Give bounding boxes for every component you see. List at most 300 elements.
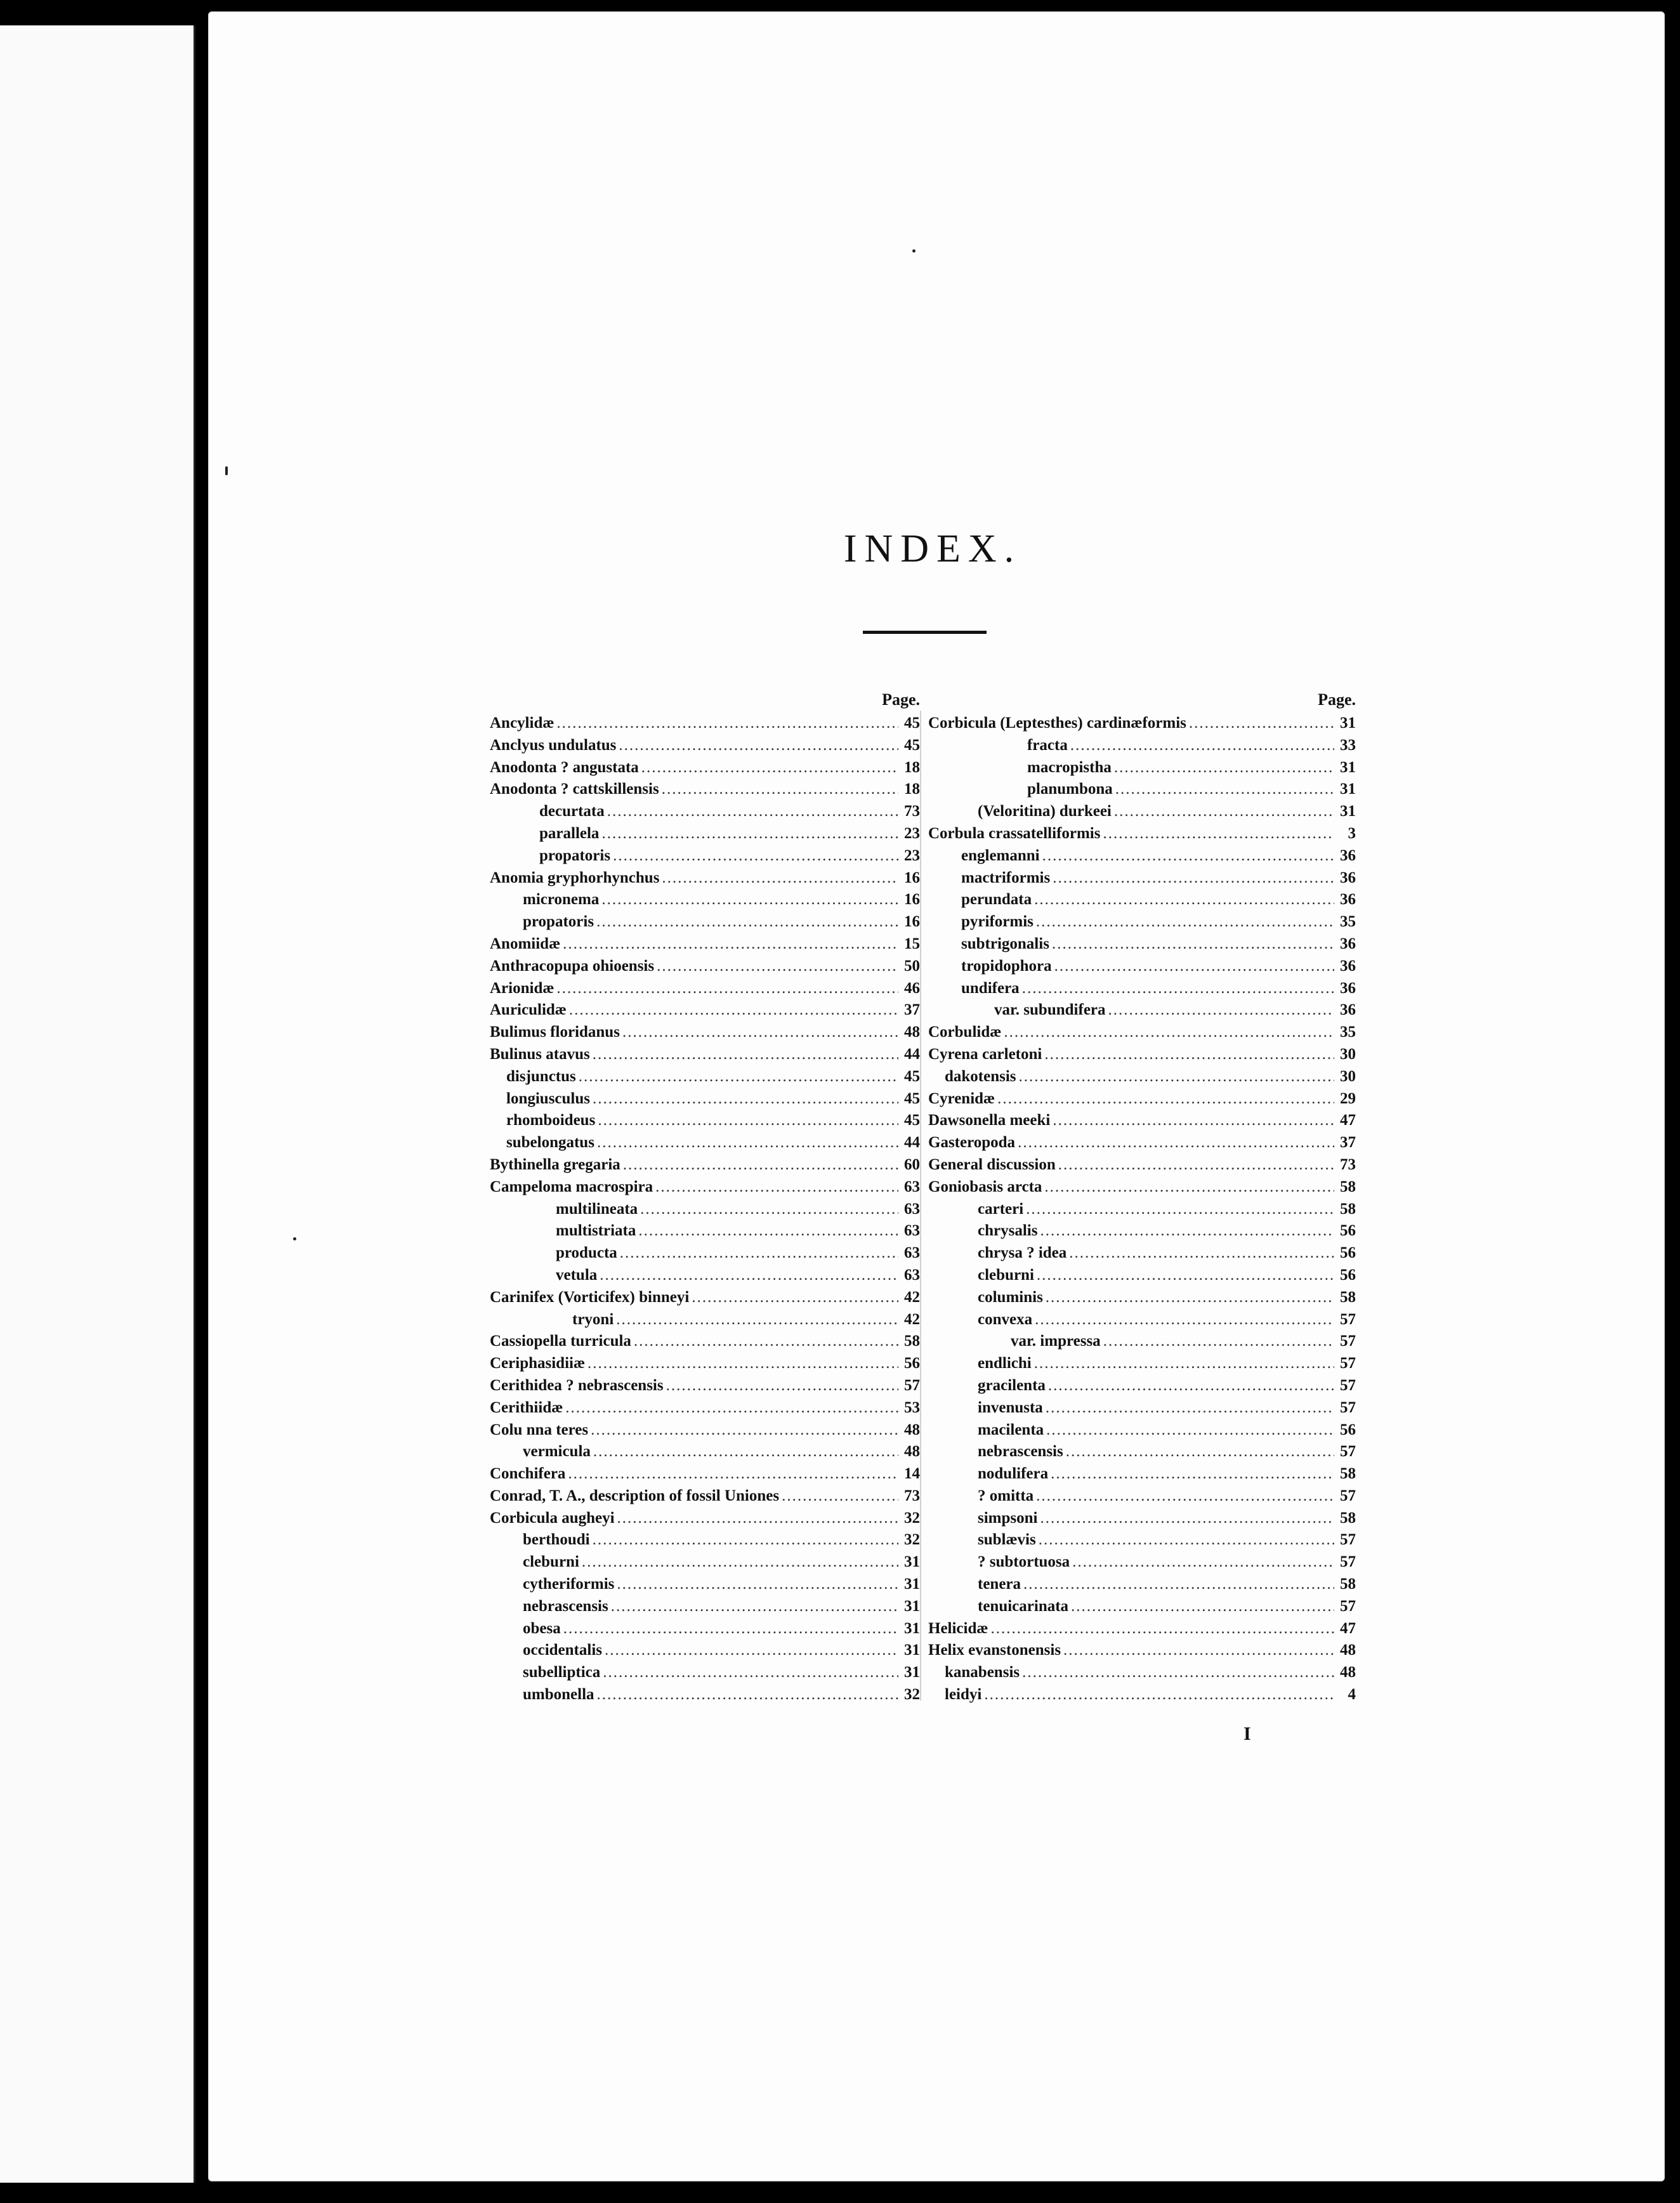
dot-leader	[1019, 1068, 1334, 1086]
index-entry	[490, 737, 920, 759]
index-entry	[490, 1090, 920, 1112]
entry-name: perundata	[961, 891, 1032, 909]
entry-page-number: 47	[1340, 1112, 1356, 1129]
entry-page-number: 57	[1340, 1376, 1356, 1394]
dot-leader	[601, 891, 898, 909]
entry-page-number: 31	[1340, 714, 1356, 732]
index-entry	[928, 1266, 1356, 1289]
scan-speck	[293, 1237, 296, 1240]
index-entry	[490, 1553, 920, 1575]
entry-name: longiusculus	[506, 1089, 591, 1107]
entry-name: ? omitta	[978, 1487, 1034, 1504]
index-entry	[928, 803, 1356, 825]
entry-name: leidyi	[945, 1686, 982, 1704]
entry-name: Bulinus atavus	[490, 1045, 590, 1063]
entry-page-number: 36	[1340, 869, 1356, 886]
index-entry	[490, 1222, 920, 1244]
index-entry	[928, 1664, 1356, 1686]
dot-leader	[556, 714, 898, 732]
dot-leader	[619, 737, 898, 754]
dot-leader	[1103, 825, 1334, 843]
entry-page-number: 31	[1340, 803, 1356, 820]
entry-page-number: 56	[1340, 1421, 1356, 1438]
dot-leader	[1114, 759, 1334, 777]
dot-leader	[593, 1443, 898, 1461]
entry-name: cleburni	[978, 1266, 1034, 1284]
dot-leader	[638, 1222, 898, 1240]
entry-name: var. subundifera	[994, 1001, 1106, 1019]
dot-leader	[597, 1686, 898, 1704]
page-column-heading: Page.	[882, 690, 920, 709]
index-entry	[490, 980, 920, 1002]
entry-page-number: 57	[1340, 1310, 1356, 1328]
entry-page-number: 16	[904, 913, 920, 931]
entry-name: Anclyus undulatus	[490, 736, 617, 754]
entry-name: micronema	[523, 891, 600, 909]
entry-page-number: 46	[904, 979, 920, 997]
dot-leader	[1034, 1355, 1334, 1372]
index-entry	[490, 1620, 920, 1642]
index-entry	[490, 1068, 920, 1090]
index-entry	[928, 980, 1356, 1002]
entry-name: Corbicula (Leptesthes) cardinæformis	[928, 714, 1186, 732]
dot-leader	[1051, 1465, 1334, 1483]
entry-page-number: 48	[904, 1421, 920, 1438]
index-entry	[490, 847, 920, 869]
entry-page-number: 23	[904, 824, 920, 842]
index-entry	[928, 737, 1356, 759]
entry-name: Anthracopupa ohioensis	[490, 957, 655, 975]
entry-page-number: 58	[1340, 1200, 1356, 1218]
facing-page	[0, 25, 195, 2183]
dot-leader	[1053, 1112, 1334, 1129]
page-folio: I	[1244, 1723, 1251, 1744]
dot-leader	[1072, 1553, 1334, 1571]
entry-name: umbonella	[523, 1686, 594, 1704]
dot-leader	[655, 1178, 898, 1196]
entry-name: sublævis	[978, 1531, 1036, 1549]
dot-leader	[623, 1156, 898, 1174]
dot-leader	[1066, 1443, 1334, 1461]
dot-leader	[1044, 1178, 1334, 1196]
entry-name: nodulifera	[978, 1465, 1049, 1483]
dot-leader	[984, 1686, 1334, 1704]
index-entry	[928, 891, 1356, 913]
index-entry	[928, 1332, 1356, 1355]
dot-leader	[591, 1421, 898, 1439]
index-entry	[928, 1509, 1356, 1532]
entry-page-number: 58	[1340, 1178, 1356, 1195]
entry-name: nebrascensis	[978, 1443, 1063, 1461]
page-column-heading: Page.	[1318, 690, 1356, 709]
entry-name: simpsoni	[978, 1509, 1038, 1527]
entry-page-number: 73	[904, 1487, 920, 1504]
entry-page-number: 56	[1340, 1266, 1356, 1284]
entry-page-number: 35	[1340, 1023, 1356, 1041]
entry-name: undifera	[961, 979, 1020, 997]
entry-name: vermicula	[523, 1443, 591, 1461]
entry-page-number: 57	[1340, 1553, 1356, 1571]
entry-name: chrysa ? idea	[978, 1244, 1067, 1262]
entry-page-number: 42	[904, 1310, 920, 1328]
entry-page-number: 18	[904, 780, 920, 798]
entry-name: Anomiidæ	[490, 935, 561, 952]
entry-page-number: 44	[904, 1045, 920, 1063]
entry-page-number: 37	[904, 1001, 920, 1019]
dot-leader	[1108, 1001, 1334, 1019]
entry-page-number: 73	[1340, 1155, 1356, 1173]
entry-name: occidentalis	[523, 1641, 602, 1659]
dot-leader	[617, 1509, 898, 1527]
entry-name: gracilenta	[978, 1376, 1046, 1394]
entry-name: macilenta	[978, 1421, 1044, 1438]
dot-leader	[620, 1244, 898, 1262]
dot-leader	[1004, 1023, 1334, 1041]
index-entry	[928, 1487, 1356, 1509]
entry-page-number: 45	[904, 1089, 920, 1107]
entry-page-number: 32	[904, 1509, 920, 1527]
scan-speck	[225, 466, 228, 475]
dot-leader	[1034, 891, 1334, 909]
entry-page-number: 36	[1340, 979, 1356, 997]
dot-leader	[598, 1112, 898, 1129]
dot-leader	[1058, 1156, 1334, 1174]
dot-leader	[1054, 957, 1334, 975]
entry-page-number: 45	[904, 1067, 920, 1085]
entry-page-number: 35	[1340, 913, 1356, 931]
dot-leader	[603, 1664, 898, 1681]
entry-name: Carinifex (Vorticifex) binneyi	[490, 1288, 690, 1306]
dot-leader	[634, 1332, 898, 1350]
index-entry	[490, 1244, 920, 1266]
dot-leader	[1046, 1399, 1334, 1417]
entry-name: subelliptica	[523, 1664, 601, 1681]
dot-leader	[1063, 1641, 1334, 1659]
entry-page-number: 56	[1340, 1222, 1356, 1240]
index-entry	[490, 825, 920, 847]
index-entry	[490, 1001, 920, 1023]
entry-name: subelongatus	[506, 1134, 594, 1152]
entry-name: Anodonta ? angustata	[490, 758, 639, 776]
entry-name: parallela	[539, 824, 600, 842]
index-entries	[928, 714, 1356, 1708]
dot-leader	[613, 847, 898, 865]
index-entry	[928, 1046, 1356, 1068]
index-entry	[928, 1156, 1356, 1178]
entry-page-number: 23	[904, 846, 920, 864]
entry-name: Conrad, T. A., description of fossil Uniones	[490, 1487, 780, 1504]
entry-name: Corbicula augheyi	[490, 1509, 615, 1527]
index-entry	[490, 1531, 920, 1553]
entry-page-number: 58	[1340, 1575, 1356, 1593]
dot-leader	[622, 1023, 898, 1041]
entry-page-number: 31	[1340, 780, 1356, 798]
index-entry	[928, 1399, 1356, 1421]
dot-leader	[597, 1134, 898, 1152]
entry-page-number: 36	[1340, 957, 1356, 975]
entry-name: macropistha	[1027, 758, 1112, 776]
dot-leader	[1046, 1289, 1334, 1306]
entry-page-number: 50	[904, 957, 920, 975]
index-entry	[928, 847, 1356, 869]
dot-leader	[556, 980, 898, 997]
entry-name: Corbula crassatelliformis	[928, 824, 1101, 842]
entry-name: disjunctus	[506, 1067, 576, 1085]
entry-page-number: 31	[904, 1641, 920, 1659]
dot-leader	[568, 1465, 898, 1483]
entry-name: invenusta	[978, 1398, 1043, 1416]
dot-leader	[1189, 714, 1334, 732]
entry-page-number: 44	[904, 1134, 920, 1152]
entry-name: convexa	[978, 1310, 1033, 1328]
dot-leader	[601, 825, 898, 843]
dot-leader	[1052, 935, 1334, 953]
index-entry	[928, 1023, 1356, 1046]
dot-leader	[1026, 1200, 1334, 1218]
index-entry	[490, 1156, 920, 1178]
column-divider	[920, 711, 921, 1700]
entry-page-number: 36	[1340, 891, 1356, 909]
index-entry	[490, 759, 920, 781]
entry-page-number: 45	[904, 736, 920, 754]
entry-page-number: 58	[1340, 1465, 1356, 1483]
dot-leader	[617, 1575, 898, 1593]
index-entry	[490, 1112, 920, 1134]
entry-page-number: 4	[1348, 1686, 1356, 1704]
dot-leader	[1069, 1244, 1334, 1262]
entry-name: Bythinella gregaria	[490, 1155, 620, 1173]
entry-name: tryoni	[572, 1310, 614, 1328]
index-entry	[490, 913, 920, 935]
entry-name: Colu nna teres	[490, 1421, 589, 1438]
index-entry	[928, 759, 1356, 781]
dot-leader	[1023, 1575, 1334, 1593]
entry-page-number: 32	[904, 1531, 920, 1549]
index-entry	[928, 1178, 1356, 1200]
index-entry	[490, 1641, 920, 1664]
entry-page-number: 63	[904, 1178, 920, 1195]
entry-page-number: 47	[1340, 1619, 1356, 1637]
entry-name: pyriformis	[961, 913, 1034, 931]
index-entry	[928, 1575, 1356, 1598]
entry-name: tenuicarinata	[978, 1597, 1069, 1615]
dot-leader	[1039, 1531, 1334, 1549]
index-entry	[490, 1046, 920, 1068]
entry-name: Corbulidæ	[928, 1023, 1002, 1041]
index-entry	[928, 1068, 1356, 1090]
entry-name: Anomia gryphorhynchus	[490, 869, 660, 886]
dot-leader	[666, 1377, 898, 1395]
entry-page-number: 57	[1340, 1443, 1356, 1461]
entry-page-number: 33	[1340, 736, 1356, 754]
dot-leader	[1035, 1311, 1334, 1329]
index-entry	[928, 714, 1356, 737]
entry-name: carteri	[978, 1200, 1024, 1218]
entry-name: mactriformis	[961, 869, 1051, 886]
dot-leader	[1018, 1134, 1334, 1152]
entry-name: Campeloma macrospira	[490, 1178, 653, 1195]
entry-page-number: 31	[904, 1553, 920, 1571]
index-entry	[490, 803, 920, 825]
dot-leader	[1070, 737, 1334, 754]
entry-page-number: 58	[904, 1332, 920, 1350]
dot-leader	[990, 1620, 1334, 1638]
entry-name: Cerithidea ? nebrascensis	[490, 1376, 664, 1394]
index-entry	[490, 1465, 920, 1487]
index-entry	[928, 1598, 1356, 1620]
entry-page-number: 63	[904, 1244, 920, 1262]
entry-page-number: 16	[904, 891, 920, 909]
entry-page-number: 31	[904, 1597, 920, 1615]
index-entry	[490, 1509, 920, 1532]
index-entry	[928, 1134, 1356, 1156]
entry-name: endlichi	[978, 1355, 1032, 1372]
index-entry	[928, 1531, 1356, 1553]
index-entry	[490, 1355, 920, 1377]
entry-page-number: 29	[1340, 1089, 1356, 1107]
index-entry	[490, 1311, 920, 1333]
index-entry	[490, 1421, 920, 1443]
index-entry	[928, 1641, 1356, 1664]
entry-page-number: 37	[1340, 1134, 1356, 1152]
index-entry	[928, 935, 1356, 957]
index-entry	[928, 1443, 1356, 1465]
dot-leader	[1071, 1598, 1334, 1615]
entry-name: (Veloritina) durkeei	[978, 803, 1112, 820]
dot-leader	[641, 759, 898, 777]
entry-page-number: 36	[1340, 935, 1356, 952]
index-entry	[928, 1620, 1356, 1642]
entry-name: planumbona	[1027, 780, 1113, 798]
entry-name: subtrigonalis	[961, 935, 1049, 952]
entry-page-number: 32	[904, 1686, 920, 1704]
dot-leader	[611, 1598, 898, 1615]
entry-name: propatoris	[523, 913, 594, 931]
index-entry	[928, 1222, 1356, 1244]
index-entry	[928, 1311, 1356, 1333]
entry-name: englemanni	[961, 846, 1040, 864]
entry-page-number: 16	[904, 869, 920, 886]
index-entry	[490, 1399, 920, 1421]
title-rule	[863, 631, 987, 634]
dot-leader	[563, 935, 898, 953]
entry-name: nebrascensis	[523, 1597, 608, 1615]
entry-page-number: 15	[904, 935, 920, 952]
index-entry	[490, 891, 920, 913]
index-entry	[490, 935, 920, 957]
entry-page-number: 57	[1340, 1597, 1356, 1615]
entry-page-number: 56	[1340, 1244, 1356, 1262]
index-entry	[928, 1553, 1356, 1575]
index-entry	[928, 1421, 1356, 1443]
dot-leader	[579, 1068, 898, 1086]
entry-name: Bulimus floridanus	[490, 1023, 620, 1041]
index-entry	[928, 869, 1356, 891]
entry-page-number: 58	[1340, 1509, 1356, 1527]
entry-page-number: 3	[1348, 824, 1356, 842]
dot-leader	[587, 1355, 898, 1372]
index-entry	[928, 1355, 1356, 1377]
dot-leader	[1046, 1421, 1334, 1439]
index-entry	[490, 1377, 920, 1399]
entry-name: producta	[556, 1244, 617, 1262]
entry-name: vetula	[556, 1266, 598, 1284]
entry-page-number: 57	[1340, 1332, 1356, 1350]
entry-page-number: 73	[904, 803, 920, 820]
index-entry	[928, 1377, 1356, 1399]
entry-page-number: 63	[904, 1200, 920, 1218]
entry-name: Helicidæ	[928, 1619, 988, 1637]
entry-page-number: 57	[1340, 1487, 1356, 1504]
index-entries	[490, 714, 920, 1708]
entry-page-number: 48	[1340, 1641, 1356, 1659]
entry-page-number: 31	[1340, 758, 1356, 776]
index-entry	[490, 1266, 920, 1289]
entry-name: berthoudi	[523, 1531, 590, 1549]
dot-leader	[582, 1553, 898, 1571]
entry-name: Cyrenidæ	[928, 1089, 995, 1107]
entry-name: Ceriphasidiiæ	[490, 1355, 586, 1372]
dot-leader	[1044, 1046, 1334, 1063]
entry-page-number: 48	[904, 1023, 920, 1041]
dot-leader	[593, 1090, 898, 1108]
dot-leader	[1040, 1222, 1334, 1240]
entry-name: decurtata	[539, 803, 605, 820]
dot-leader	[1114, 803, 1334, 820]
index-entry	[928, 1200, 1356, 1223]
dot-leader	[605, 1641, 898, 1659]
dot-leader	[563, 1620, 898, 1638]
entry-page-number: 14	[904, 1465, 920, 1483]
index-entry	[490, 1443, 920, 1465]
entry-name: tenera	[978, 1575, 1021, 1593]
entry-page-number: 31	[904, 1575, 920, 1593]
entry-page-number: 57	[904, 1376, 920, 1394]
index-entry	[928, 1001, 1356, 1023]
dot-leader	[565, 1399, 898, 1417]
index-entry	[490, 1178, 920, 1200]
index-entry	[490, 1200, 920, 1223]
entry-name: dakotensis	[945, 1067, 1016, 1085]
entry-page-number: 57	[1340, 1398, 1356, 1416]
dot-leader	[600, 1266, 898, 1284]
entry-name: Arionidæ	[490, 979, 555, 997]
entry-name: General discussion	[928, 1155, 1056, 1173]
index-entry	[490, 1598, 920, 1620]
entry-name: Conchifera	[490, 1465, 566, 1483]
entry-page-number: 31	[904, 1664, 920, 1681]
index-entry	[928, 1686, 1356, 1708]
index-entry	[490, 1023, 920, 1046]
index-entry	[928, 780, 1356, 803]
dot-leader	[1053, 869, 1334, 887]
entry-name: propatoris	[539, 846, 611, 864]
dot-leader	[1036, 1487, 1334, 1505]
entry-page-number: 48	[1340, 1664, 1356, 1681]
entry-name: Ancylidæ	[490, 714, 555, 732]
scan-speck	[912, 249, 915, 253]
entry-name: cytheriformis	[523, 1575, 615, 1593]
dot-leader	[662, 869, 898, 887]
entry-name: Goniobasis arcta	[928, 1178, 1042, 1195]
entry-name: tropidophora	[961, 957, 1052, 975]
entry-page-number: 53	[904, 1398, 920, 1416]
entry-page-number: 36	[1340, 846, 1356, 864]
dot-leader	[1036, 913, 1334, 931]
entry-name: obesa	[523, 1619, 561, 1637]
dot-leader	[1115, 780, 1334, 798]
index-entry	[490, 714, 920, 737]
